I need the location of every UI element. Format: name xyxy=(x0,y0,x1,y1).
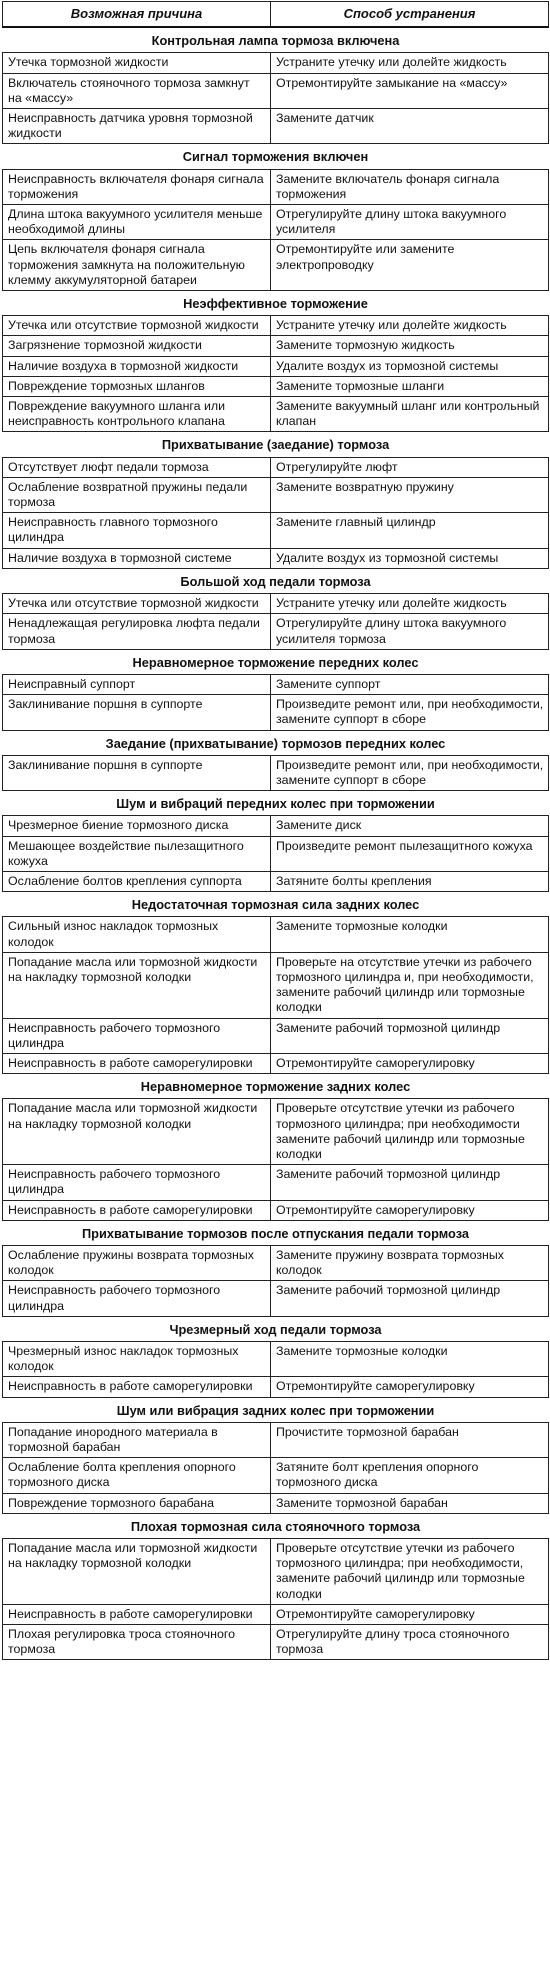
fix-cell: Удалите воздух из тормозной системы xyxy=(271,548,549,568)
section-title: Неравномерное торможение задних колес xyxy=(3,1074,549,1099)
cause-cell: Загрязнение тормозной жидкости xyxy=(3,336,271,356)
section-title: Шум или вибрация задних колес при торможении xyxy=(3,1397,549,1422)
cause-cell: Ослабление болтов крепления суппорта xyxy=(3,871,271,891)
table-row xyxy=(3,73,549,108)
cause-cell: Заклинивание поршня в суппорте xyxy=(3,755,271,790)
fix-cell: Замените рабочий тормозной цилиндр xyxy=(271,1165,549,1200)
cause-cell: Неисправность рабочего тормозного цилиндра xyxy=(3,1165,271,1200)
cause-cell: Утечка или отсутствие тормозной жидкости xyxy=(3,316,271,336)
section-title: Прихватывание (заедание) тормоза xyxy=(3,432,549,457)
section-title: Плохая тормозная сила стояночного тормоза xyxy=(3,1513,549,1538)
section-header-row xyxy=(3,1397,549,1422)
table-row xyxy=(3,169,549,204)
table-row xyxy=(3,816,549,836)
cause-cell: Отсутствует люфт педали тормоза xyxy=(3,457,271,477)
table-row xyxy=(3,205,549,240)
cause-cell: Повреждение вакуумного шланга или неисправность контрольного клапана xyxy=(3,397,271,432)
cause-cell: Включатель стояночного тормоза замкнут на «массу» xyxy=(3,73,271,108)
section-header-row xyxy=(3,730,549,755)
fix-cell: Произведите ремонт или, при необходимости, замените суппорт в сборе xyxy=(271,695,549,730)
section-title: Чрезмерный ход педали тормоза xyxy=(3,1316,549,1341)
section-title: Контрольная лампа тормоза включена xyxy=(3,27,549,53)
cause-cell: Ослабление возвратной пружины педали тормоза xyxy=(3,477,271,512)
table-row xyxy=(3,1018,549,1053)
fix-cell: Отремонтируйте или замените электропроводку xyxy=(271,240,549,291)
cause-cell: Неисправность датчика уровня тормозной жидкости xyxy=(3,109,271,144)
fix-cell: Произведите ремонт пылезащитного кожуха xyxy=(271,836,549,871)
fix-cell: Отремонтируйте саморегулировку xyxy=(271,1053,549,1073)
cause-cell: Заклинивание поршня в суппорте xyxy=(3,695,271,730)
header-cause: Возможная причина xyxy=(3,2,271,28)
table-row xyxy=(3,1099,549,1165)
fix-cell: Замените тормозные шланги xyxy=(271,376,549,396)
cause-cell: Неисправность рабочего тормозного цилиндра xyxy=(3,1281,271,1316)
table-row xyxy=(3,1625,549,1660)
fix-cell: Отрегулируйте длину троса стояночного тормоза xyxy=(271,1625,549,1660)
cause-cell: Наличие воздуха в тормозной жидкости xyxy=(3,356,271,376)
section-header-row xyxy=(3,1220,549,1245)
table-row xyxy=(3,548,549,568)
section-header-row xyxy=(3,568,549,593)
table-row xyxy=(3,316,549,336)
table-row xyxy=(3,397,549,432)
cause-cell: Наличие воздуха в тормозной системе xyxy=(3,548,271,568)
cause-cell: Длина штока вакуумного усилителя меньше необходимой длины xyxy=(3,205,271,240)
section-title: Прихватывание тормозов после отпускания педали тормоза xyxy=(3,1220,549,1245)
fix-cell: Замените пружину возврата тормозных колодок xyxy=(271,1246,549,1281)
fix-cell: Отрегулируйте длину штока вакуумного усилителя xyxy=(271,205,549,240)
table-row xyxy=(3,1458,549,1493)
table-row xyxy=(3,1342,549,1377)
table-row xyxy=(3,594,549,614)
section-title: Неэффективное торможение xyxy=(3,291,549,316)
table-row xyxy=(3,1377,549,1397)
table-row xyxy=(3,917,549,952)
cause-cell: Неисправность включателя фонаря сигнала торможения xyxy=(3,169,271,204)
cause-cell: Попадание масла или тормозной жидкости на накладку тормозной колодки xyxy=(3,952,271,1018)
section-header-row xyxy=(3,291,549,316)
fix-cell: Проверьте на отсутствие утечки из рабочего тормозного цилиндра и, при необходимости, замените рабочий цилиндр или тормозные колодки xyxy=(271,952,549,1018)
table-body xyxy=(3,27,549,1660)
table-row xyxy=(3,477,549,512)
cause-cell: Сильный износ накладок тормозных колодок xyxy=(3,917,271,952)
fix-cell: Замените датчик xyxy=(271,109,549,144)
cause-cell: Попадание масла или тормозной жидкости на накладку тормозной колодки xyxy=(3,1539,271,1605)
fix-cell: Замените рабочий тормозной цилиндр xyxy=(271,1281,549,1316)
section-header-row xyxy=(3,1513,549,1538)
cause-cell: Плохая регулировка троса стояночного тормоза xyxy=(3,1625,271,1660)
fix-cell: Замените суппорт xyxy=(271,674,549,694)
cause-cell: Неисправность в работе саморегулировки xyxy=(3,1053,271,1073)
table-row xyxy=(3,1281,549,1316)
fix-cell: Замените тормозные колодки xyxy=(271,1342,549,1377)
section-title: Шум и вибраций передних колес при торможении xyxy=(3,791,549,816)
table-row xyxy=(3,336,549,356)
table-row xyxy=(3,755,549,790)
section-header-row xyxy=(3,144,549,169)
cause-cell: Неисправность в работе саморегулировки xyxy=(3,1604,271,1624)
fix-cell: Отрегулируйте люфт xyxy=(271,457,549,477)
fix-cell: Отремонтируйте замыкание на «массу» xyxy=(271,73,549,108)
cause-cell: Утечка или отсутствие тормозной жидкости xyxy=(3,594,271,614)
fix-cell: Затяните болт крепления опорного тормозного диска xyxy=(271,1458,549,1493)
table-row xyxy=(3,1053,549,1073)
cause-cell: Чрезмерное биение тормозного диска xyxy=(3,816,271,836)
table-row xyxy=(3,513,549,548)
fix-cell: Удалите воздух из тормозной системы xyxy=(271,356,549,376)
fix-cell: Устраните утечку или долейте жидкость xyxy=(271,316,549,336)
table-row xyxy=(3,1604,549,1624)
cause-cell: Утечка тормозной жидкости xyxy=(3,53,271,73)
table-row xyxy=(3,1493,549,1513)
fix-cell: Проверьте отсутствие утечки из рабочего тормозного цилиндра; при необходимости замените рабочий цилиндр или тормозные колодки xyxy=(271,1099,549,1165)
section-title: Неравномерное торможение передних колес xyxy=(3,649,549,674)
cause-cell: Ненадлежащая регулировка люфта педали тормоза xyxy=(3,614,271,649)
table-row xyxy=(3,871,549,891)
table-row xyxy=(3,376,549,396)
cause-cell: Неисправность главного тормозного цилиндра xyxy=(3,513,271,548)
fix-cell: Отремонтируйте саморегулировку xyxy=(271,1604,549,1624)
fix-cell: Затяните болты крепления xyxy=(271,871,549,891)
table-row xyxy=(3,356,549,376)
cause-cell: Неисправный суппорт xyxy=(3,674,271,694)
cause-cell: Неисправность в работе саморегулировки xyxy=(3,1377,271,1397)
header-row xyxy=(3,2,549,28)
fix-cell: Прочистите тормозной барабан xyxy=(271,1422,549,1457)
fix-cell: Произведите ремонт или, при необходимости, замените суппорт в сборе xyxy=(271,755,549,790)
section-header-row xyxy=(3,1316,549,1341)
cause-cell: Ослабление болта крепления опорного тормозного диска xyxy=(3,1458,271,1493)
cause-cell: Неисправность рабочего тормозного цилиндра xyxy=(3,1018,271,1053)
table-row xyxy=(3,457,549,477)
fix-cell: Отремонтируйте саморегулировку xyxy=(271,1200,549,1220)
fix-cell: Отрегулируйте длину штока вакуумного усилителя тормоза xyxy=(271,614,549,649)
table-row xyxy=(3,952,549,1018)
table-row xyxy=(3,1422,549,1457)
section-header-row xyxy=(3,27,549,53)
fix-cell: Замените включатель фонаря сигнала торможения xyxy=(271,169,549,204)
table-row xyxy=(3,1200,549,1220)
header-fix: Способ устранения xyxy=(271,2,549,28)
table-row xyxy=(3,240,549,291)
section-header-row xyxy=(3,432,549,457)
section-header-row xyxy=(3,892,549,917)
fix-cell: Замените главный цилиндр xyxy=(271,513,549,548)
cause-cell: Повреждение тормозных шлангов xyxy=(3,376,271,396)
cause-cell: Неисправность в работе саморегулировки xyxy=(3,1200,271,1220)
fix-cell: Проверьте отсутствие утечки из рабочего тормозного цилиндра; при необходимости, замените рабочий цилиндр или тормозные колодки xyxy=(271,1539,549,1605)
section-title: Сигнал торможения включен xyxy=(3,144,549,169)
table-row xyxy=(3,1246,549,1281)
cause-cell: Цепь включателя фонаря сигнала торможения замкнута на положительную клемму аккумуляторной батареи xyxy=(3,240,271,291)
cause-cell: Попадание масла или тормозной жидкости на накладку тормозной колодки xyxy=(3,1099,271,1165)
cause-cell: Чрезмерный износ накладок тормозных колодок xyxy=(3,1342,271,1377)
table-row xyxy=(3,674,549,694)
cause-cell: Мешающее воздействие пылезащитного кожуха xyxy=(3,836,271,871)
table-row xyxy=(3,614,549,649)
fix-cell: Замените тормозную жидкость xyxy=(271,336,549,356)
table-row xyxy=(3,1165,549,1200)
table-row xyxy=(3,836,549,871)
section-header-row xyxy=(3,1074,549,1099)
section-title: Заедание (прихватывание) тормозов передних колес xyxy=(3,730,549,755)
fix-cell: Замените диск xyxy=(271,816,549,836)
fix-cell: Замените вакуумный шланг или контрольный клапан xyxy=(271,397,549,432)
fix-cell: Замените тормозные колодки xyxy=(271,917,549,952)
fix-cell: Замените тормозной барабан xyxy=(271,1493,549,1513)
fix-cell: Устраните утечку или долейте жидкость xyxy=(271,53,549,73)
cause-cell: Ослабление пружины возврата тормозных колодок xyxy=(3,1246,271,1281)
fix-cell: Устраните утечку или долейте жидкость xyxy=(271,594,549,614)
fix-cell: Замените рабочий тормозной цилиндр xyxy=(271,1018,549,1053)
troubleshooting-table xyxy=(2,1,549,1660)
section-title: Большой ход педали тормоза xyxy=(3,568,549,593)
table-row xyxy=(3,53,549,73)
section-header-row xyxy=(3,649,549,674)
table-row xyxy=(3,695,549,730)
section-title: Недостаточная тормозная сила задних колес xyxy=(3,892,549,917)
cause-cell: Попадание инородного материала в тормозной барабан xyxy=(3,1422,271,1457)
cause-cell: Повреждение тормозного барабана xyxy=(3,1493,271,1513)
fix-cell: Отремонтируйте саморегулировку xyxy=(271,1377,549,1397)
table-row xyxy=(3,1539,549,1605)
table-row xyxy=(3,109,549,144)
section-header-row xyxy=(3,791,549,816)
fix-cell: Замените возвратную пружину xyxy=(271,477,549,512)
